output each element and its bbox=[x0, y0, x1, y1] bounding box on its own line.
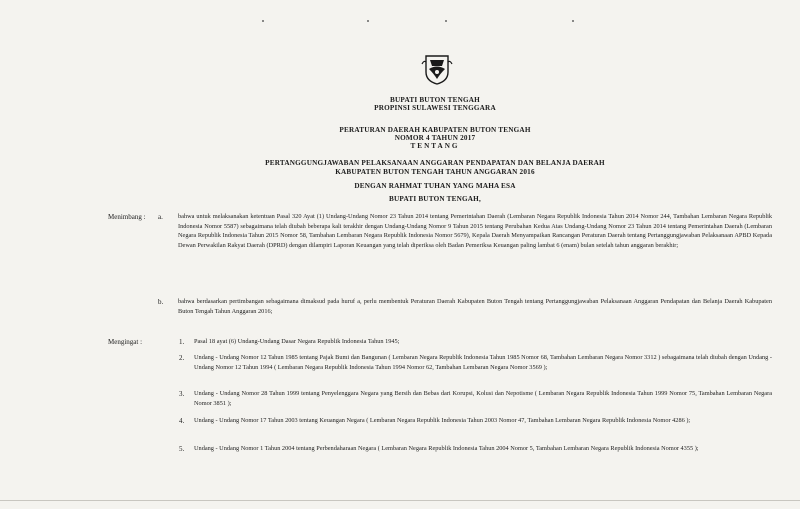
regent-signature-line: BUPATI BUTON TENGAH, bbox=[389, 195, 481, 203]
subject-title-line-1: PERTANGGUNGJAWABAN PELAKSANAAN ANGGARAN PENDAPATAN DAN BELANJA DAERAH bbox=[265, 159, 605, 167]
mengingat-item-number: 4. bbox=[179, 417, 185, 425]
scan-speck bbox=[367, 20, 369, 22]
menimbang-item-text: bahwa untuk melaksanakan ketentuan Pasal 320 Ayat (1) Undang-Undang Nomor 23 Tahun 2014 tentang Pemerintahan Daerah (Lembaran Negara Republik Indonesia Tahun 2014 Nomor 244, Tambahan Lembaran Negara Republik Indonesia Nomor 5587) sebagaimana telah diubah beberapa kali terakhir dengan Undang-Undang Nomor 9 Tahun 2015 tentang Perubahan Kedua Atas Undang-Undang Nomor 23 Tahun 2014 tentang Pemerintahan Daerah (Lembaran Negara Republik Indonesia Tahun 2015 Nomor 58, Tambahan Lembaran Negara Republik Indonesia Nomor 5679), Kepala Daerah Menyampaikan Rancangan Peraturan Daerah tentang Pertanggungjawaban Pelaksanaan APBD Kepada Dewan Perwakilan Rakyat Daerah (DPRD) dengan dilampiri Laporan Keuangan yang telah diperiksa oleh Badan Pemeriksa Keuangan paling lambat 6 (enam) bulan setelah tahun anggaran berakhir; bbox=[178, 213, 772, 249]
scan-speck bbox=[445, 20, 447, 22]
mengingat-item-number: 3. bbox=[179, 390, 185, 398]
menimbang-item-text: bahwa berdasarkan pertimbangan sebagaimana dimaksud pada huruf a, perlu membentuk Peraturan Daerah Kabupaten Buton Tengah tentang Pertanggungjawaban Pelaksanaan Anggaran Pendapatan dan Belanja Daerah Kabupaten Buton Tengah Tahun Anggaran 2016; bbox=[178, 298, 772, 315]
mengingat-item-text: Undang - Undang Nomor 28 Tahun 1999 tentang Penyelenggara Negara yang Bersih dan Bebas dari Korupsi, Kolusi dan Nepotisme ( Lembaran Negara Republik Indonesia Tahun 1999 Nomor 75, Tambahan Lembaran Negara Nomor 3851 ); bbox=[194, 390, 772, 407]
mengingat-label: Mengingat : bbox=[108, 338, 143, 346]
mengingat-item-text: Undang - Undang Nomor 17 Tahun 2003 tentang Keuangan Negara ( Lembaran Negara Republik Indonesia Tahun 2003 Nomor 47, Tambahan Lembaran Negara Republik Indonesia Nomor 4286 ); bbox=[194, 417, 691, 424]
regent-title: BUPATI BUTON TENGAH bbox=[390, 96, 480, 104]
regulation-title: PERATURAN DAERAH KABUPATEN BUTON TENGAH bbox=[339, 126, 531, 134]
scan-speck bbox=[262, 20, 264, 22]
subject-title-line-2: KABUPATEN BUTON TENGAH TAHUN ANGGARAN 2016 bbox=[335, 168, 535, 176]
province-title: PROPINSI SULAWESI TENGGARA bbox=[374, 104, 496, 112]
menimbang-label: Menimbang : bbox=[108, 213, 146, 221]
menimbang-item-number: b. bbox=[158, 298, 164, 306]
regional-emblem-icon bbox=[420, 52, 454, 86]
mengingat-item-number: 5. bbox=[179, 445, 185, 453]
regulation-number: NOMOR 4 TAHUN 2017 bbox=[394, 134, 476, 142]
mengingat-item-text: Undang - Undang Nomor 12 Tahun 1985 tentang Pajak Bumi dan Bangunan ( Lembaran Negara Republik Indonesia Tahun 1985 Nomor 68, Tambahan Lembaran Negara Nomor 3312 ) sebagaimana telah diubah dengan Undang -Undang Nomor 12 Tahun 1994 ( Lembaran Negara Republik Indonesia Tahun 1994 Nomor 62, Tambahan Lembaran Negara Nomor 3569 ); bbox=[194, 354, 772, 371]
mengingat-item-text: Pasal 18 ayat (6) Undang-Undang Dasar Negara Republik Indonesia Tahun 1945; bbox=[194, 338, 400, 345]
scan-bottom-edge bbox=[0, 500, 800, 501]
scan-speck bbox=[572, 20, 574, 22]
menimbang-item-number: a. bbox=[158, 213, 163, 221]
about-label: TENTANG bbox=[410, 142, 460, 150]
mengingat-item-text: Undang - Undang Nomor 1 Tahun 2004 tentang Perbendaharaan Negara ( Lembaran Negara Republik Indonesia Tahun 2004 Nomor 5, Tambahan Lembaran Negara Republik Indonesia Nomor 4355 ); bbox=[194, 445, 699, 452]
blessing-line: DENGAN RAHMAT TUHAN YANG MAHA ESA bbox=[354, 182, 516, 190]
mengingat-item-number: 2. bbox=[179, 354, 185, 362]
mengingat-item-number: 1. bbox=[179, 338, 185, 346]
